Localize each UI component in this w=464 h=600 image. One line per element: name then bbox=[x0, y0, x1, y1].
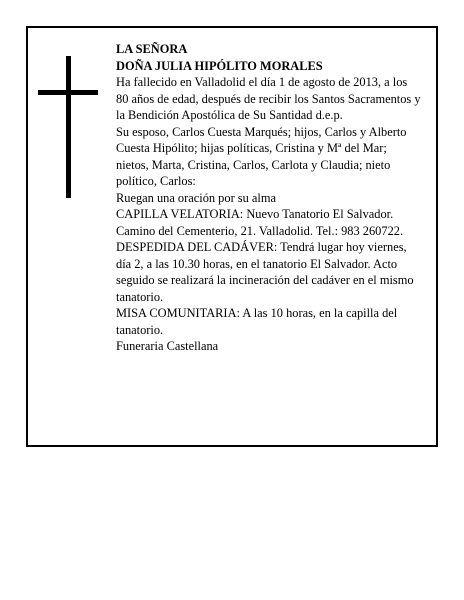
obituary-notice bbox=[26, 26, 438, 447]
prayer-request: Ruegan una oración por su alma bbox=[116, 190, 276, 205]
death-announcement: Ha fallecido en Valladolid el día 1 de agosto de 2013, a los 80 años de edad, después de recibir los Santos Sacramentos y la Bendición Apostólica de Su Santidad d.e.p. bbox=[116, 75, 421, 122]
cross-icon bbox=[38, 56, 98, 198]
mass-info: MISA COMUNITARIA: A las 10 horas, en la capilla del tanatorio. bbox=[116, 306, 398, 337]
chapel-info: CAPILLA VELATORIA: Nuevo Tanatorio El Salvador. Camino del Cementerio, 21. Valladolid. Tel.: 983 260722. bbox=[116, 207, 404, 238]
cross-vertical-bar bbox=[66, 56, 71, 198]
notice-text bbox=[116, 41, 422, 355]
funeral-home: Funeraria Castellana bbox=[116, 339, 219, 353]
cross-horizontal-bar bbox=[38, 90, 98, 95]
farewell-info: DESPEDIDA DEL CADÁVER: Tendrá lugar hoy viernes, día 2, a las 10.30 horas, en el tanatorio El Salvador. Acto seguido se realizará la incineración del cadáver en el mismo tanatorio. bbox=[116, 240, 414, 304]
family-list: Su esposo, Carlos Cuesta Marqués; hijos, Carlos y Alberto Cuesta Hipólito; hijas políticas, Cristina y Mª del Mar; nietos, Marta, Cristina, Carlos, Carlota y Claudia; nieto político, Carlos: bbox=[116, 124, 407, 188]
notice-title: LA SEÑORA bbox=[116, 42, 188, 56]
deceased-name: DOÑA JULIA HIPÓLITO MORALES bbox=[116, 58, 323, 73]
